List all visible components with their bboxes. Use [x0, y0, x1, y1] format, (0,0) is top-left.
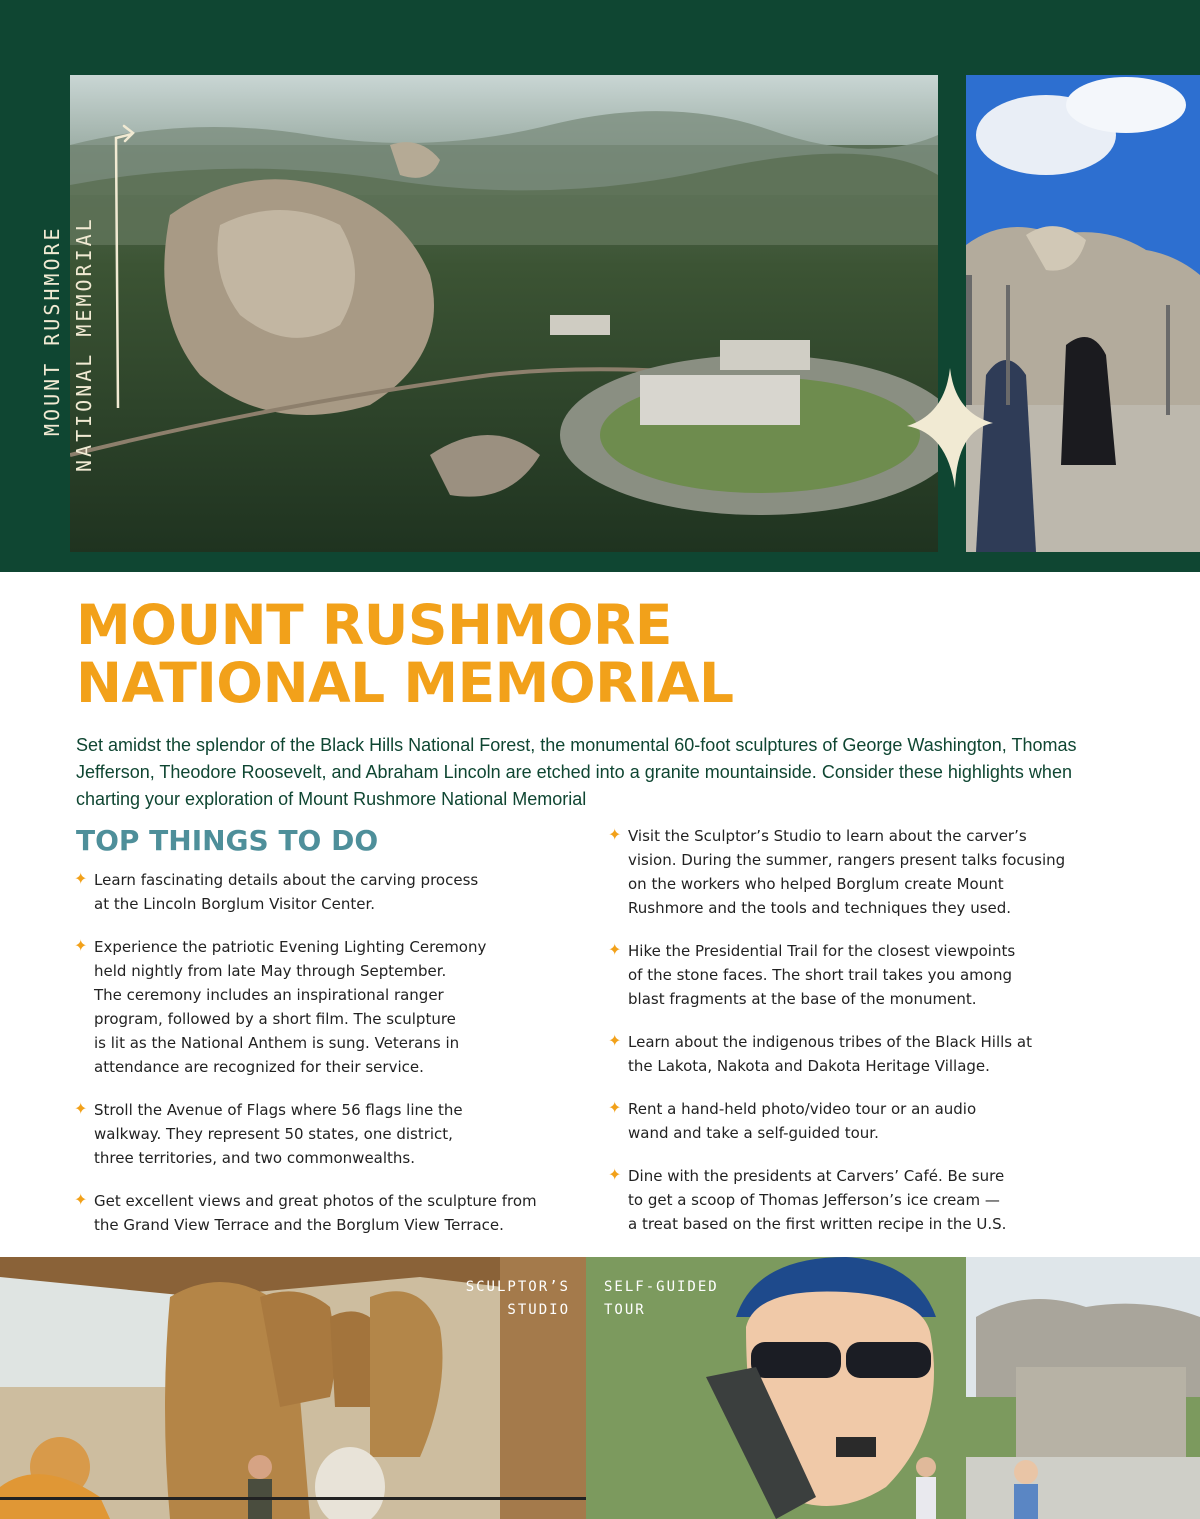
list-item: ✦ Rent a hand-held photo/video tour or an audio wand and take a self-guided tour. — [608, 1098, 977, 1142]
bullet-star-icon: ✦ — [608, 1031, 622, 1050]
title-line-2: NATIONAL MEMORIAL — [76, 651, 734, 715]
bullet-star-icon: ✦ — [608, 1098, 622, 1117]
bullet-star-icon: ✦ — [608, 825, 622, 844]
list-item: ✦ Experience the patriotic Evening Lighting Ceremony held nightly from late May through September. The ceremony includes an inspirational ranger program, followed by a short film. The sculpture is lit as the National Anthem is sung. Veterans in attendance are recognized for their service. — [74, 936, 487, 1076]
list-item: ✦ Hike the Presidential Trail for the closest viewpoints of the stone faces. The short trail takes you among blast fragments at the base of the monument. — [608, 940, 1016, 1008]
bullet-star-icon: ✦ — [608, 940, 622, 959]
section-title: TOP THINGS TO DO — [76, 824, 379, 857]
list-item: ✦ Stroll the Avenue of Flags where 56 flags line the walkway. They represent 50 states, one district, three territories, and two commonwealths. — [74, 1099, 463, 1167]
caption-sculptors-studio: SCULPTOR’S STUDIO — [465, 1279, 570, 1318]
arrow-icon — [108, 118, 138, 408]
bullet-star-icon: ✦ — [74, 869, 88, 888]
star-icon — [905, 368, 995, 488]
caption-self-guided-tour: SELF-GUIDED TOUR — [604, 1279, 719, 1318]
title-line-1: MOUNT RUSHMORE — [76, 593, 672, 657]
aerial-photo — [70, 75, 938, 552]
vertical-label-mount-rushmore: MOUNT RUSHMORE — [40, 225, 64, 436]
visitors-photo — [966, 75, 1200, 552]
page-title — [76, 593, 734, 715]
bullet-star-icon: ✦ — [608, 1165, 622, 1184]
intro-paragraph: Set amidst the splendor of the Black Hills National Forest, the monumental 60-foot sculptures of George Washington, Thomas Jefferson, Theodore Roosevelt, and Abraham Lincoln are etched into a granite mountainside. Consider these highlights when charting your exploration of Mount Rushmore National Memorial — [76, 735, 1077, 809]
bullet-star-icon: ✦ — [74, 1099, 88, 1118]
list-item: ✦ Get excellent views and great photos of the sculpture from the Grand View Terrace and the Borglum View Terrace. — [74, 1190, 537, 1234]
list-item: ✦ Learn about the indigenous tribes of the Black Hills at the Lakota, Nakota and Dakota Heritage Village. — [608, 1031, 1032, 1075]
list-item: ✦ Visit the Sculptor’s Studio to learn about the carver’s vision. During the summer, rangers present talks focusing on the workers who helped Borglum create Mount Rushmore and the tools and techniques they used. — [608, 825, 1066, 917]
things-list-left — [76, 868, 566, 1237]
things-list-right — [610, 824, 1090, 1236]
bullet-star-icon: ✦ — [74, 936, 88, 955]
list-item: ✦ Dine with the presidents at Carvers’ Café. Be sure to get a scoop of Thomas Jefferson’s ice cream — a treat based on the first written recipe in the U.S. — [608, 1165, 1007, 1233]
vertical-label-national-memorial: NATIONAL MEMORIAL — [72, 216, 96, 472]
bullet-star-icon: ✦ — [74, 1190, 88, 1209]
list-item: ✦ Learn fascinating details about the carving process at the Lincoln Borglum Visitor Center. — [74, 869, 479, 913]
